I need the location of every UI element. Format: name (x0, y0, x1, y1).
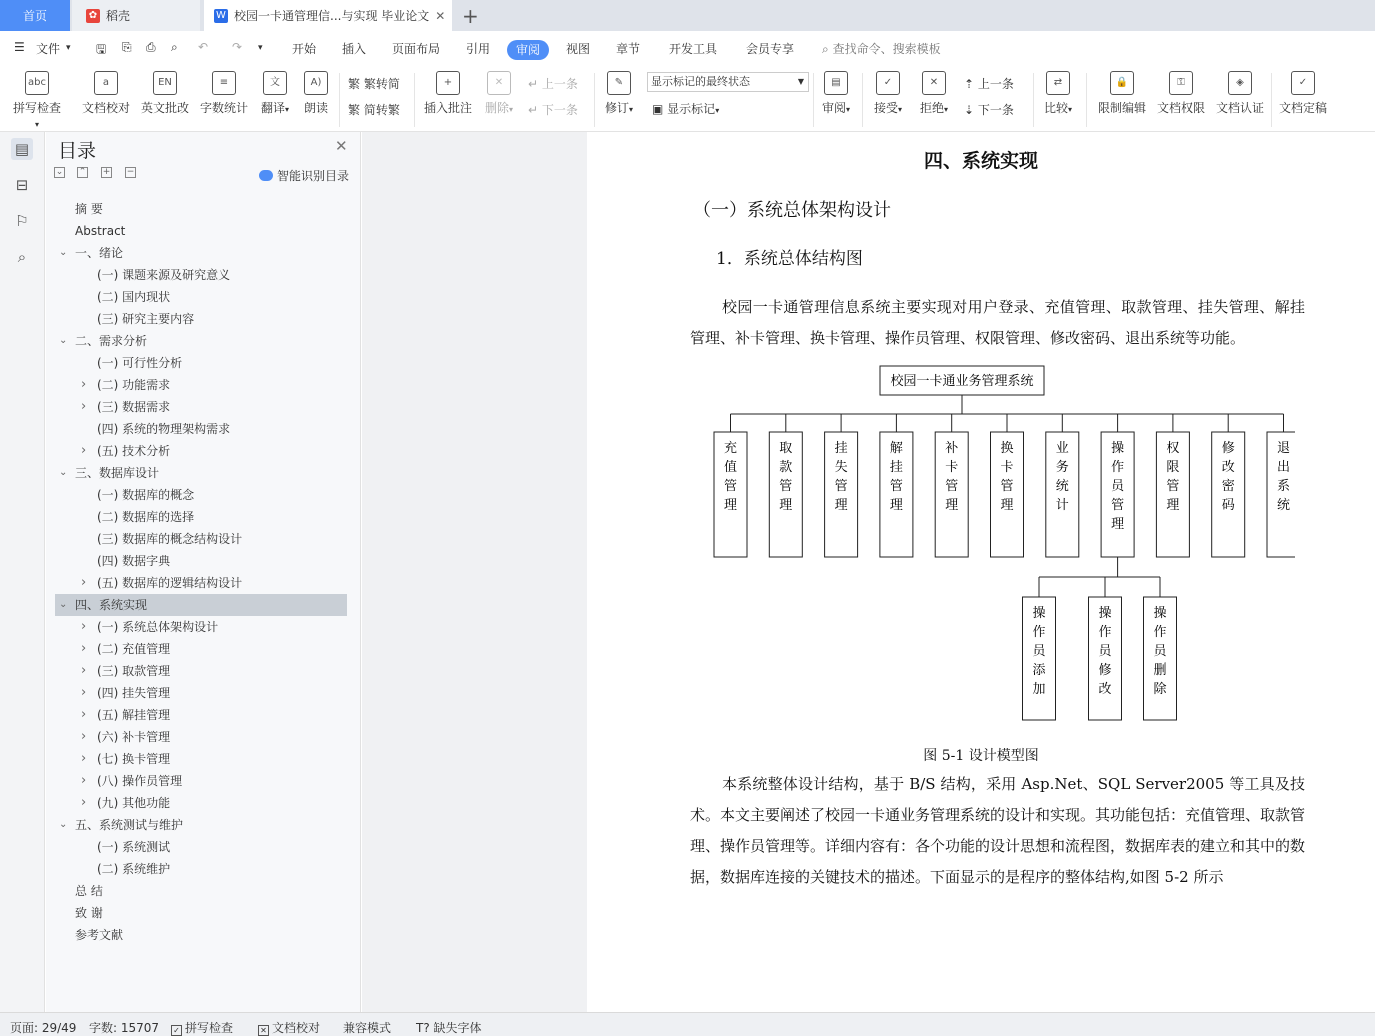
search-icon[interactable]: ⌕ (17, 248, 27, 266)
module-node-label: 挂失管理 (834, 441, 848, 513)
word-count-icon: ≡ (212, 71, 236, 95)
ribbon-separator (1086, 73, 1087, 127)
chevron-right-icon[interactable]: › (81, 619, 87, 634)
paragraph-structure: 本系统整体设计结构，基于 B/S 结构，采用 Asp.Net、SQL Server2005 等工具及技术。本文主要阐述了校园一卡通业务管理系统的设计和实现。其功能包括：充值管理、取款管理、操作员管理等。详细内容有：各个功能的设计思想和流程图，数据库表的建立和其中的数据，数据库连接的关键技术的描述。下面显示的是程序的整体结构,如图 5-2 所示 (690, 775, 1306, 886)
ribbon-separator (339, 73, 340, 127)
module-node-label: 修改密码 (1221, 441, 1235, 513)
toc-item-label: 五、系统测试与维护 (75, 818, 184, 832)
save-icon[interactable]: 🖫 (96, 42, 107, 56)
toc-item[interactable] (55, 660, 347, 682)
chevron-right-icon[interactable]: › (81, 795, 87, 810)
toc-item-label: (三) 取款管理 (97, 664, 171, 678)
markup-state-select[interactable]: 显示标记的最终状态 ▼ (647, 72, 809, 92)
search-icon: ⌕ (822, 42, 829, 56)
module-node-label: 补卡管理 (945, 441, 959, 513)
toc-item-label: (二) 系统维护 (97, 862, 171, 876)
chevron-down-icon[interactable]: ⌄ (59, 599, 68, 610)
paragraph-intro: 校园一卡通管理信息系统主要实现对用户登录、充值管理、取款管理、挂失管理、解挂管理、补卡管理、换卡管理、操作员管理、权限管理、修改密码、退出系统等功能。 (690, 298, 1305, 347)
smart-toc-button[interactable]: 智能识别目录 (259, 167, 349, 184)
menu-bar (0, 31, 1375, 67)
toc-item-label: (一) 可行性分析 (97, 356, 183, 370)
toc-item[interactable] (55, 462, 347, 484)
doc-permission-button[interactable]: ⚿ 文档权限 (1154, 71, 1208, 116)
ai-icon (259, 170, 273, 181)
accept-icon: ✓ (876, 71, 900, 95)
toc-item[interactable] (55, 704, 347, 726)
ribbon-separator (862, 73, 863, 127)
system-structure-diagram (705, 362, 1295, 732)
toc-item-label: Abstract (75, 224, 126, 238)
review-pane-button[interactable]: ▤ 审阅▾ (818, 71, 854, 116)
toc-item-label: (四) 系统的物理架构需求 (97, 422, 231, 436)
toc-list (55, 198, 347, 946)
toc-item-label: (三) 研究主要内容 (97, 312, 195, 326)
show-markup-button[interactable]: ▣ 显示标记▾ (652, 102, 720, 116)
print-preview-icon[interactable]: ⌕ (171, 40, 178, 54)
toc-item-label: (一) 数据库的概念 (97, 488, 195, 502)
undo-icon[interactable]: ↶ (198, 40, 209, 54)
toc-item-label: 总 结 (75, 884, 103, 898)
chevron-right-icon[interactable]: › (81, 399, 87, 414)
next-change-button[interactable]: ⇣ 下一条 (964, 103, 1014, 117)
toc-item[interactable] (55, 880, 347, 902)
toc-item[interactable] (55, 902, 347, 924)
toc-item-label: 参考文献 (75, 928, 124, 942)
next-comment-icon: ↵ (528, 103, 539, 117)
toc-item[interactable] (55, 814, 347, 836)
font-icon: T? (416, 1021, 430, 1035)
toc-item[interactable] (55, 748, 347, 770)
module-node-label: 权限管理 (1166, 441, 1180, 513)
workspace-margin (362, 132, 587, 1012)
status-doc-proof[interactable]: ✕ 文档校对 (258, 1019, 320, 1036)
menu-start[interactable]: 开始 (292, 42, 317, 56)
new-tab-plus-icon[interactable]: + (462, 4, 479, 28)
toc-item[interactable] (55, 770, 347, 792)
toc-item-label: (五) 数据库的逻辑结构设计 (97, 576, 243, 590)
proof-icon: ✕ (258, 1025, 269, 1036)
toc-item-label: (四) 数据字典 (97, 554, 171, 568)
english-correct-icon: EN (153, 71, 177, 95)
delete-comment-button[interactable]: ✕ 删除▾ (481, 71, 517, 116)
doc-cert-button[interactable]: ◈ 文档认证 (1213, 71, 1267, 116)
chevron-right-icon[interactable]: › (81, 377, 87, 392)
toc-item-label: (一) 系统总体架构设计 (97, 620, 219, 634)
root-node-label: 校园一卡通业务管理系统 (890, 374, 1034, 389)
toc-item-label: (二) 数据库的选择 (97, 510, 195, 524)
track-changes-icon: ✎ (607, 71, 631, 95)
module-node-label: 充值管理 (723, 441, 738, 513)
heading-3: 1．系统总体结构图 (716, 249, 863, 269)
collapse-all-icon[interactable]: ⌄ (55, 167, 64, 177)
toc-item[interactable] (55, 484, 347, 506)
ribbon-separator (1033, 73, 1034, 127)
toc-item[interactable] (55, 858, 347, 880)
module-node-label: 解挂管理 (889, 441, 903, 513)
daoke-logo-icon: ✿ (86, 9, 100, 23)
toc-item-label: 四、系统实现 (75, 598, 148, 612)
chevron-down-icon[interactable]: ⌄ (59, 335, 68, 346)
tab-bar (0, 0, 1375, 31)
toc-item-label: 一、绪论 (75, 246, 124, 260)
chevron-right-icon[interactable]: › (81, 707, 87, 722)
heading-1: 四、系统实现 (923, 150, 1038, 172)
permission-icon: ⚿ (1169, 71, 1193, 95)
chevron-right-icon[interactable]: › (81, 663, 87, 678)
toc-item-label: (三) 数据库的概念结构设计 (97, 532, 243, 546)
simp-to-trad-button[interactable]: 繁 简转繁 (348, 103, 400, 117)
tab-document[interactable]: W 校园一卡通管理信...与实现 毕业论文 ✕ (204, 0, 452, 31)
prev-change-icon: ⇡ (964, 77, 975, 91)
tab-home[interactable]: 首页 (0, 0, 70, 31)
sub-node-label: 操作员删除 (1153, 606, 1167, 697)
bookmark-icon[interactable]: ⚐ (15, 212, 29, 230)
close-icon[interactable]: ✕ (335, 137, 348, 155)
toc-item[interactable] (55, 572, 347, 594)
toc-item-label: (一) 课题来源及研究意义 (97, 268, 231, 282)
prev-change-button[interactable]: ⇡ 上一条 (964, 77, 1014, 91)
lock-icon: 🔒 (1110, 71, 1134, 95)
chevron-down-icon[interactable]: ⌄ (59, 467, 68, 478)
compare-icon: ⇄ (1046, 71, 1070, 95)
delete-comment-icon: ✕ (487, 71, 511, 95)
nav-icon-strip (0, 132, 45, 1012)
reject-button[interactable]: ✕ 拒绝▾ (916, 71, 952, 116)
insert-comment-button[interactable]: + 插入批注 (421, 71, 475, 116)
remove-heading-icon[interactable]: − (126, 167, 135, 177)
toc-panel (46, 132, 361, 1012)
doc-proof-button[interactable]: a 文档校对 (80, 71, 132, 116)
translate-icon: 文 (263, 71, 287, 95)
toc-item-label: (五) 技术分析 (97, 444, 171, 458)
page-indicator[interactable]: 页面: 29/49 (10, 1021, 77, 1035)
trad-to-simp-button[interactable]: 繁 繁转简 (348, 77, 400, 91)
toc-item[interactable] (55, 550, 347, 572)
toc-item[interactable] (55, 396, 347, 418)
comment-plus-icon: + (436, 71, 460, 95)
toc-item[interactable] (55, 286, 347, 308)
toc-item-label: (四) 挂失管理 (97, 686, 171, 700)
toc-item[interactable] (55, 726, 347, 748)
module-node-label: 退出系统 (1276, 441, 1291, 513)
module-node-label: 操作员管理 (1111, 441, 1125, 532)
show-markup-icon: ▣ (652, 102, 664, 116)
toc-item[interactable] (55, 682, 347, 704)
toc-title: 目录 (58, 140, 97, 162)
word-count[interactable]: 字数: 15707 (89, 1021, 160, 1035)
menu-review-active[interactable]: 审阅 (507, 40, 549, 60)
simp-trad-icon: 繁 (348, 103, 361, 117)
toc-item[interactable] (55, 418, 347, 440)
figure-caption: 图 5-1 设计模型图 (923, 748, 1039, 764)
english-correct-button[interactable]: EN 英文批改 (139, 71, 191, 116)
toc-item-label: (一) 系统测试 (97, 840, 171, 854)
toc-item-label: 二、需求分析 (75, 334, 148, 348)
menu-chapter[interactable]: 章节 (616, 42, 641, 56)
finalize-icon: ✓ (1291, 71, 1315, 95)
chevron-right-icon[interactable]: › (81, 443, 87, 458)
toc-item-label: (六) 补卡管理 (97, 730, 171, 744)
word-count-button[interactable]: ≡ 字数统计 (198, 71, 250, 116)
chevron-right-icon[interactable]: › (81, 575, 87, 590)
command-search[interactable]: ⌕ 查找命令、搜索模板 (822, 42, 941, 56)
read-aloud-icon: A) (304, 71, 328, 95)
translate-button[interactable]: 文 翻译▾ (257, 71, 293, 116)
menu-layout[interactable]: 页面布局 (392, 42, 441, 56)
toc-item[interactable] (55, 308, 347, 330)
toc-item[interactable] (55, 242, 347, 264)
tab-daoke[interactable]: ✿ 稻壳 (72, 0, 200, 31)
shield-icon: ◈ (1228, 71, 1252, 95)
toc-item-label: (七) 换卡管理 (97, 752, 171, 766)
chevron-down-icon: ▼ (797, 77, 804, 86)
compare-button[interactable]: ⇄ 比较▾ (1040, 71, 1076, 116)
toc-item[interactable] (55, 594, 347, 616)
spell-check-button[interactable]: abc 拼写检查▾ (11, 71, 63, 130)
doc-finalize-button[interactable]: ✓ 文档定稿 (1276, 71, 1330, 116)
next-comment-button[interactable]: ↵ 下一条 (528, 103, 578, 117)
compat-mode: 兼容模式 (343, 1021, 392, 1035)
toc-item[interactable] (55, 330, 347, 352)
module-node-label: 业务统计 (1055, 441, 1069, 513)
toc-item[interactable] (55, 440, 347, 462)
toc-item[interactable] (55, 264, 347, 286)
toc-item-label: 三、数据库设计 (75, 466, 160, 480)
next-change-icon: ⇣ (964, 103, 975, 117)
toc-item-label: (九) 其他功能 (97, 796, 171, 810)
redo-icon[interactable]: ↷ (232, 40, 243, 54)
export-icon[interactable]: ⎘ (122, 40, 132, 54)
toc-item[interactable] (55, 352, 347, 374)
prev-comment-icon: ↵ (528, 77, 539, 91)
ribbon-separator (414, 73, 415, 127)
chevron-down-icon[interactable]: ⌄ (59, 247, 68, 258)
doc-proof-icon: a (94, 71, 118, 95)
menu-file[interactable]: 文件 (36, 42, 61, 56)
status-spell-check[interactable]: ✓ 拼写检查 (171, 1019, 233, 1036)
checkbox-icon: ✓ (171, 1025, 182, 1036)
track-changes-button[interactable]: ✎ 修订▾ (601, 71, 637, 116)
menu-view[interactable]: 视图 (566, 42, 591, 56)
chevron-right-icon[interactable]: › (81, 773, 87, 788)
toc-item[interactable] (55, 506, 347, 528)
toc-item-label: 摘 要 (75, 202, 103, 216)
sub-node-label: 操作员修改 (1098, 606, 1112, 697)
menu-devtools[interactable]: 开发工具 (669, 42, 718, 56)
toc-item-label: 致 谢 (75, 906, 103, 920)
module-node-label: 取款管理 (779, 441, 793, 513)
status-bar (0, 1012, 1375, 1036)
chevron-down-icon[interactable]: ⌄ (59, 819, 68, 830)
toc-item-label: (二) 功能需求 (97, 378, 171, 392)
toc-item[interactable] (55, 374, 347, 396)
word-doc-icon: W (214, 9, 228, 23)
toc-item-label: (三) 数据需求 (97, 400, 171, 414)
toc-item-label: (八) 操作员管理 (97, 774, 183, 788)
toc-item[interactable] (55, 198, 347, 220)
module-node-label: 换卡管理 (1000, 441, 1014, 513)
toc-item[interactable] (55, 924, 347, 946)
reject-icon: ✕ (922, 71, 946, 95)
menu-insert[interactable]: 插入 (342, 42, 367, 56)
trad-simp-icon: 繁 (348, 77, 361, 91)
ribbon-separator (594, 73, 595, 127)
menu-reference[interactable]: 引用 (466, 42, 491, 56)
print-icon[interactable]: ⎙ (146, 40, 156, 54)
toc-item[interactable] (55, 616, 347, 638)
chapter-nav-icon[interactable]: ⊟ (15, 176, 29, 194)
more-dropdown-icon[interactable]: ▾ (258, 43, 263, 53)
chevron-right-icon[interactable]: › (81, 685, 87, 700)
chevron-right-icon[interactable]: › (81, 641, 87, 656)
toc-item-label: (五) 解挂管理 (97, 708, 171, 722)
heading-2: （一）系统总体架构设计 (693, 200, 891, 221)
ribbon-separator (813, 73, 814, 127)
add-heading-icon[interactable]: + (102, 167, 111, 177)
close-tab-icon[interactable]: ✕ (435, 8, 446, 23)
chevron-right-icon[interactable]: › (81, 729, 87, 744)
toc-panel-icon[interactable]: ▤ (11, 138, 33, 160)
sub-node-label: 操作员添加 (1032, 606, 1046, 697)
document-page (587, 132, 1375, 1012)
restrict-edit-button[interactable]: 🔒 限制编辑 (1095, 71, 1149, 116)
prev-comment-button[interactable]: ↵ 上一条 (528, 77, 578, 91)
toc-item-label: (二) 充值管理 (97, 642, 171, 656)
toc-item[interactable] (55, 220, 347, 242)
toc-item-label: (二) 国内现状 (97, 290, 171, 304)
chevron-right-icon[interactable]: › (81, 751, 87, 766)
toc-item[interactable] (55, 528, 347, 550)
review-ribbon (0, 67, 1375, 132)
hamburger-icon[interactable]: ☰ (14, 40, 25, 54)
file-dropdown-icon[interactable]: ▾ (66, 43, 71, 53)
toc-item[interactable] (55, 792, 347, 814)
review-pane-icon: ▤ (824, 71, 848, 95)
toc-item[interactable] (55, 638, 347, 660)
missing-font[interactable]: T? 缺失字体 (416, 1021, 482, 1035)
read-aloud-button[interactable]: A) 朗读 (300, 71, 332, 116)
spell-check-icon: abc (25, 71, 49, 95)
ribbon-separator (1271, 73, 1272, 127)
expand-all-icon[interactable]: ⌃ (78, 167, 87, 177)
menu-member[interactable]: 会员专享 (746, 42, 795, 56)
toc-item[interactable] (55, 836, 347, 858)
accept-button[interactable]: ✓ 接受▾ (870, 71, 906, 116)
